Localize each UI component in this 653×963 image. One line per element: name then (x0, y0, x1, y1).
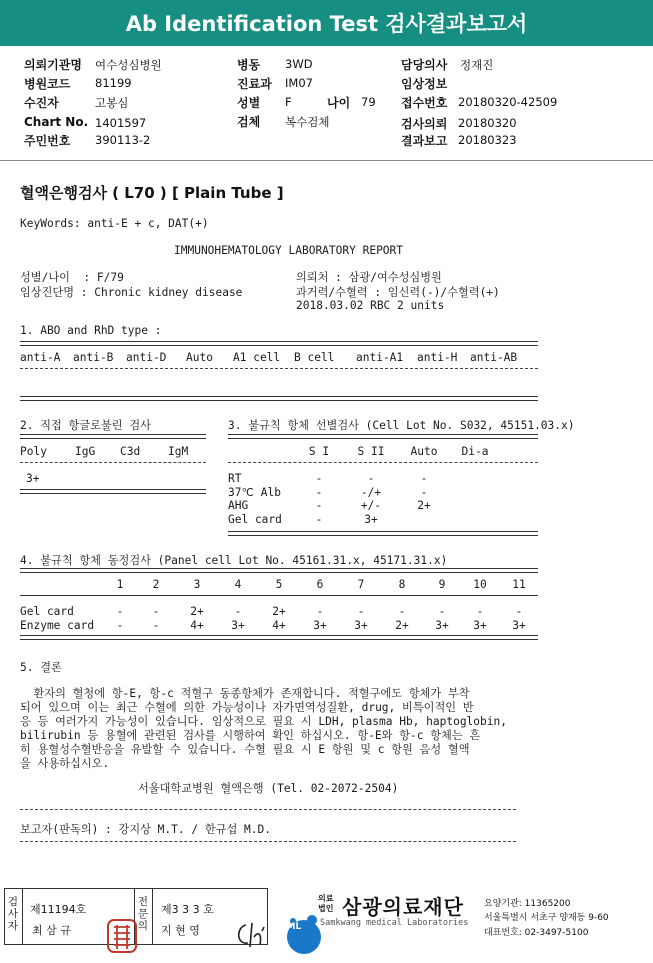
screen-row-label: Gel card (228, 513, 282, 526)
inspector-label: 검사자 (7, 896, 19, 932)
panel-cell: 3+ (473, 619, 487, 632)
org-prefix: 의료법인 (318, 894, 334, 913)
panel-cell: - (316, 605, 324, 618)
ward-value: 3WD (285, 57, 313, 71)
panel-cell: 3+ (435, 619, 449, 632)
doctor-value: 정재진 (460, 58, 494, 72)
resident-no-value: 390113-2 (95, 133, 151, 147)
dat-col-igg: IgG (75, 445, 96, 458)
panel-cell: - (357, 605, 365, 618)
sex-label: 성별 (237, 96, 261, 110)
panel-cell: - (438, 605, 446, 618)
panel-cell: - (515, 605, 523, 618)
chart-no-label: Chart No. (24, 115, 89, 129)
panel-cell: - (116, 619, 124, 632)
ward-label: 병동 (237, 58, 261, 72)
conclusion-line: 환자의 혈청에 항-E, 항-c 적혈구 동종항체가 존재합니다. 적혈구에도 항체가 부착 (20, 687, 470, 700)
panel-cell: - (116, 605, 124, 618)
department-value: IM07 (285, 76, 313, 90)
panel-col-header: 4 (234, 578, 242, 591)
logo-text: SML (280, 922, 302, 932)
age-label: 나이 (327, 96, 351, 110)
history-line: 과거력/수혈력 : 임신력(-)/수혈력(+) (296, 286, 500, 299)
panel-cell: 2+ (395, 619, 409, 632)
screen-col-s1: S I (308, 445, 330, 458)
receipt-no-label: 접수번호 (401, 96, 448, 110)
abo-col-b-cell: B cell (294, 351, 335, 364)
history-detail-line: 2018.03.02 RBC 2 units (296, 299, 445, 312)
sex-value: F (285, 95, 292, 109)
panel-cell: 3+ (512, 619, 526, 632)
resident-no-label: 주민번호 (24, 134, 71, 148)
screen-cell: - (315, 499, 323, 512)
request-date-value: 20180320 (458, 116, 517, 130)
official-seal (95, 898, 139, 959)
panel-col-header: 9 (438, 578, 446, 591)
report-header-title: Ab Identification Test 검사결과보고서 (125, 12, 528, 36)
hospital-code-label: 병원코드 (24, 77, 71, 91)
hospital-line: 서울대학교병원 혈액은행 (Tel. 02-2072-2504) (138, 782, 399, 795)
report-date-value: 20180323 (458, 133, 517, 147)
panel-bottom-rule (20, 635, 538, 640)
abo-col-a1-cell: A1 cell (233, 351, 281, 364)
screen-cell: +/- (360, 499, 382, 512)
org-english: Samkwang medical Laboratories (320, 918, 469, 928)
collector-label: 수진자 (24, 96, 59, 110)
abo-col-anti-b: anti-B (73, 351, 114, 364)
conclusion-line: 되어 있으며 이는 최근 수혈에 의한 가능성이나 자가면역성질환, drug, 비특이적인 반 (20, 701, 474, 714)
screen-cell: - (420, 472, 428, 485)
reporter-top-rule (20, 809, 516, 810)
panel-cell: - (398, 605, 406, 618)
dat-section-title: 2. 직접 항글로불린 검사 (20, 419, 151, 432)
phone: 대표번호: 02-3497-5100 (484, 928, 589, 938)
abo-bottom-rule (20, 396, 538, 401)
abo-col-anti-a: anti-A (20, 351, 61, 364)
signature (222, 900, 272, 957)
department-label: 진료과 (237, 77, 272, 91)
accreditation-no: 요양기관: 11365200 (484, 899, 571, 909)
panel-cell: 3+ (354, 619, 368, 632)
dat-col-igm: IgM (168, 445, 189, 458)
panel-cell: - (152, 605, 160, 618)
report-date-label: 결과보고 (401, 134, 448, 148)
hospital-code-value: 81199 (95, 76, 132, 90)
specimen-value: 복수검체 (285, 115, 330, 129)
screen-cell: - (315, 513, 323, 526)
collector-value: 고봉심 (95, 96, 129, 110)
address: 서울특별시 서초구 양재동 9-60 (484, 913, 609, 923)
screen-cell: - (367, 472, 375, 485)
clinical-info-label: 임상정보 (401, 77, 448, 91)
abo-section-title: 1. ABO and RhD type : (20, 324, 162, 337)
org-name: 삼광의료재단 (342, 895, 464, 919)
specialist-label: 전문의 (137, 896, 149, 932)
panel-cell: 4+ (190, 619, 204, 632)
panel-section-title: 4. 불규칙 항체 동정검사 (Panel cell Lot No. 45161.31.x, 45171.31.x) (20, 554, 448, 567)
screen-bottom-rule (228, 531, 538, 536)
panel-cell: - (234, 605, 242, 618)
dat-top-rule (20, 434, 206, 439)
abo-col-anti-ab: anti-AB (470, 351, 518, 364)
conclusion-line: 을 사용하십시오. (20, 757, 110, 770)
screen-mid-rule (228, 462, 538, 463)
screen-row-label: AHG (228, 499, 249, 512)
institution-label: 의뢰기관명 (24, 58, 82, 72)
reporter-bottom-rule (20, 841, 516, 842)
inspector-license: 제11194호 (30, 903, 87, 916)
conclusion-title: 5. 결론 (20, 661, 62, 674)
signature-divider (152, 888, 153, 944)
conclusion-line: 히 용혈성수혈반응을 유발할 수 있습니다. 수혈 필요 시 E 항원 및 c 항원 음성 혈액 (20, 743, 470, 756)
panel-col-header: 3 (193, 578, 201, 591)
panel-cell: 2+ (190, 605, 204, 618)
specialist-name: 지 현 영 (161, 924, 200, 937)
specialist-license: 제3 3 3 호 (161, 903, 214, 916)
panel-col-header: 11 (512, 578, 526, 591)
receipt-no-value: 20180320-42509 (458, 95, 558, 109)
screen-col-auto: Auto (410, 445, 438, 458)
abo-col-anti-h: anti-H (417, 351, 458, 364)
report-title: 혈액은행검사 ( L70 ) [ Plain Tube ] (20, 184, 284, 202)
keywords: KeyWords: anti-E + c, DAT(+) (20, 217, 209, 230)
dat-mid-rule (20, 462, 206, 463)
panel-cell: 3+ (231, 619, 245, 632)
panel-cell: - (152, 619, 160, 632)
signature-divider (22, 888, 23, 944)
specimen-label: 검체 (237, 115, 261, 129)
screen-col-dia: Di-a (461, 445, 489, 458)
dat-col-poly: Poly (20, 445, 47, 458)
diagnosis-line: 임상진단명 : Chronic kidney disease (20, 286, 243, 299)
screen-cell: -/+ (360, 486, 382, 499)
panel-col-header: 6 (316, 578, 324, 591)
screen-cell: 2+ (417, 499, 431, 512)
screen-cell: - (315, 486, 323, 499)
panel-cell: 4+ (272, 619, 286, 632)
screen-col-s2: S II (357, 445, 385, 458)
panel-col-header: 2 (152, 578, 160, 591)
panel-col-header: 1 (116, 578, 124, 591)
dat-bottom-rule (20, 489, 206, 494)
panel-mid-rule (20, 595, 538, 596)
screen-cell: 3+ (364, 513, 378, 526)
doctor-label: 담당의사 (401, 58, 448, 72)
screen-cell: - (315, 472, 323, 485)
request-date-label: 검사의뢰 (401, 117, 448, 131)
panel-col-header: 7 (357, 578, 365, 591)
screen-section-title: 3. 불규칙 항체 선별검사 (Cell Lot No. S032, 45151.03.x) (228, 419, 575, 432)
abo-col-anti-a1: anti-A1 (356, 351, 404, 364)
dat-poly-value: 3+ (26, 472, 40, 485)
conclusion-line: 응 등 여러가지 가능성이 있습니다. 임상적으로 필요 시 LDH, plasma Hb, haptoglobin, (20, 715, 507, 728)
conclusion-line: bilirubin 등 용혈에 관련된 검사를 시행하여 확인 하십시오. 항-E와 항-c 항체는 흔 (20, 729, 481, 742)
abo-col-auto: Auto (186, 351, 213, 364)
panel-col-header: 10 (473, 578, 487, 591)
sex-age-line: 성별/나이 : F/79 (20, 271, 124, 284)
abo-col-anti-d: anti-D (126, 351, 167, 364)
age-value: 79 (361, 95, 376, 109)
panel-col-header: 8 (398, 578, 406, 591)
screen-row-label: 37℃ Alb (228, 486, 281, 499)
reporter-line: 보고자(판독의) : 강지상 M.T. / 한규섭 M.D. (20, 823, 271, 836)
panel-col-header: 5 (275, 578, 283, 591)
panel-top-rule (20, 568, 538, 573)
institution-value: 여수성심병원 (95, 58, 162, 72)
requester-line: 의뢰처 : 삼광/여수성심병원 (296, 271, 442, 284)
chart-no-value: 1401597 (95, 116, 147, 130)
abo-mid-rule (20, 368, 538, 369)
screen-top-rule (228, 434, 538, 439)
inspector-name: 최 삼 규 (32, 924, 71, 937)
panel-cell: 2+ (272, 605, 286, 618)
dat-col-c3d: C3d (120, 445, 141, 458)
panel-row-label: Gel card (20, 605, 74, 618)
screen-cell: - (420, 486, 428, 499)
panel-cell: 3+ (313, 619, 327, 632)
abo-top-rule (20, 341, 538, 346)
panel-row-label: Enzyme card (20, 619, 95, 632)
lab-title: IMMUNOHEMATOLOGY LABORATORY REPORT (174, 244, 404, 257)
header-divider (0, 160, 653, 161)
screen-row-label: RT (228, 472, 242, 485)
panel-cell: - (476, 605, 484, 618)
